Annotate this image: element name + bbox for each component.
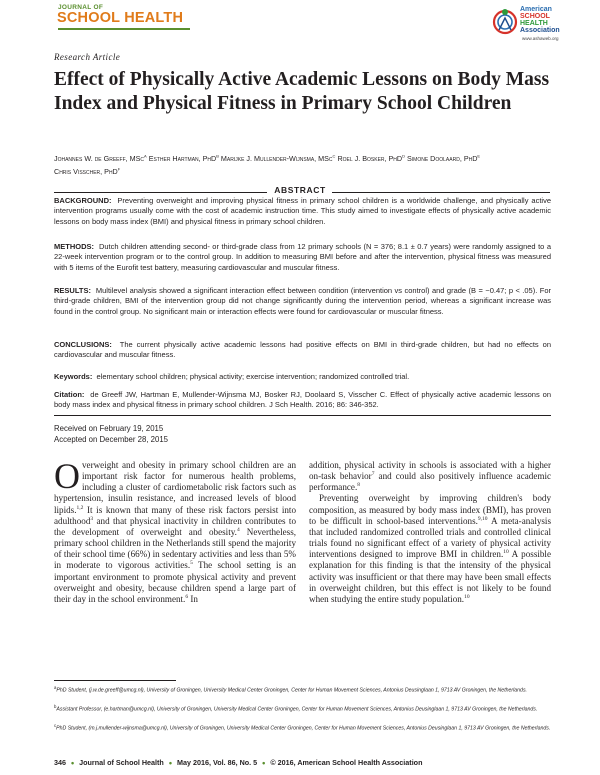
association-line4: Association bbox=[520, 27, 560, 34]
results-label: RESULTS: bbox=[54, 286, 91, 295]
citation-text: de Greeff JW, Hartman E, Mullender-Wijnsma MJ, Bosker RJ, Doolaard S, Visscher C. Effect of physically active academic lessons on body mass index and physical fitness in primary school children. J Sch Health. 2016; 86: 346-352. bbox=[54, 390, 551, 410]
author: Roel J. Bosker, PhD$^d$ bbox=[337, 154, 405, 164]
keywords-text: elementary school children; physical activity; exercise intervention; randomized controlled trial. bbox=[96, 372, 410, 381]
association-line3: HEALTH bbox=[520, 20, 548, 27]
author-list bbox=[54, 152, 554, 178]
background-text: Preventing overweight and improving physical fitness in primary school children is a worldwide challenge, and physically active intervention programs usually come with the cost of academic instruction time. This study aimed to investigate effects of physically active academic lessons on body mass index (BMI) and physical fitness in primary school children. bbox=[54, 196, 552, 226]
journal-logo-top: JOURNAL OF bbox=[58, 4, 104, 11]
accepted-date: Accepted on December 28, 2015 bbox=[54, 435, 168, 444]
background-label: BACKGROUND: bbox=[54, 196, 112, 205]
journal-logo-underline bbox=[58, 28, 190, 30]
footer-copyright: © 2016, American School Health Association bbox=[270, 758, 423, 767]
journal-logo: SCHOOL HEALTH bbox=[57, 10, 184, 26]
abstract-heading: ABSTRACT bbox=[274, 185, 326, 195]
author: Simone Doolaard, PhD$^e$ bbox=[407, 154, 481, 164]
body-column-right bbox=[309, 460, 551, 605]
article-title: Effect of Physically Active Academic Lessons on Body Mass Index and Physical Fitness in Primary School Children bbox=[54, 69, 550, 114]
footnote-rule bbox=[54, 680, 176, 681]
paragraph: Preventing overweight by improving children's body composition, as measured by body mass index (BMI), has proven to be difficult in school-based interventions.$^{9,10}$ A meta-analysis that included randomized controlled trials and controlled clinical trials found no significant effect of a variety of physical activity interventions designed to improve BMI in children.$^{10}$ A possible explanation for this finding is that the intensity of the physical activity was insufficient or that there may have been small effects in overweight children, but this effect is not likely to be found when studying the entire study population.$^{10}$ bbox=[309, 493, 551, 604]
keywords bbox=[54, 372, 551, 382]
abstract-rule-right bbox=[332, 192, 550, 193]
separator: • bbox=[262, 758, 266, 768]
footer-journal: Journal of School Health bbox=[79, 758, 164, 767]
keywords-label: Keywords: bbox=[54, 372, 93, 381]
association-logo-icon bbox=[490, 6, 520, 36]
abstract-methods bbox=[54, 242, 551, 273]
page-footer bbox=[54, 758, 422, 768]
results-text: Multilevel analysis showed a significant interaction effect between condition (intervention vs control) and grade (B = −0.47; p < .05). For third-grade children, BMI of the intervention group did not change significantly during the intervention period, whereas a significant increase was found in the control group. No significant main or interaction effects were found for cardiovascular or muscular fitness. bbox=[54, 286, 551, 316]
association-url: www.ashaweb.org bbox=[522, 36, 559, 41]
footnote: $^b$Assistant Professor, (e.hartman@umcg.nl), University of Groningen, University Medical Center Groningen, Center for Human Movement Sciences, Antonius Deusinglaan 1, 9713 AV Groningen, the Netherlands. bbox=[54, 704, 538, 713]
separator: • bbox=[168, 758, 172, 768]
association-logo-text bbox=[520, 6, 560, 34]
conclusions-text: The current physically active academic lessons had positive effects on BMI in third-grade children, but had no effects on cardiovascular and muscular fitness. bbox=[54, 340, 551, 360]
methods-text: Dutch children attending second- or third-grade class from 12 primary schools (N = 376; 8.1 ± 0.7 years) were randomly assigned to a 22-week intervention program or to the control group. In addition to measuring BMI before and after the intervention, physical fitness was measured with 5 items of the Eurofit test battery, measuring cardiovascular and muscular fitness. bbox=[54, 242, 551, 272]
abstract-rule-left bbox=[54, 192, 267, 193]
received-date: Received on February 19, 2015 bbox=[54, 424, 164, 433]
paragraph: addition, physical activity in schools is associated with a higher on-task behavior$^7$ and could also positively influence academic performance.$^8$ bbox=[309, 460, 552, 493]
author: Johannes W. de Greeff, MSc$^a$ bbox=[54, 154, 147, 164]
article-type: Research Article bbox=[54, 52, 121, 62]
association-line1: American bbox=[520, 6, 552, 13]
footer-issue: May 2016, Vol. 86, No. 5 bbox=[176, 758, 258, 767]
drop-cap: O bbox=[54, 456, 80, 496]
abstract-bottom-rule bbox=[54, 415, 551, 416]
author: Esther Hartman, PhD$^b$ bbox=[148, 154, 219, 164]
author: Marijke J. Mullender-Wijnsma, MSc$^c$ bbox=[220, 154, 336, 164]
methods-label: METHODS: bbox=[54, 242, 94, 251]
citation-label: Citation: bbox=[54, 390, 85, 399]
footnote: $^a$PhD Student, (j.w.de.greeff@umcg.nl), University of Groningen, University Medical Center Groningen, Center for Human Movement Sciences, Antonius Deusinglaan 1, 9713 AV Groningen, the Netherlands. bbox=[54, 685, 527, 694]
body-column-left: Overweight and obesity in primary school children are an important risk factor for numerous health problems, including a cluster of cardiometabolic risk factors such as hypertension, insulin resistance, and increased levels of blood lipids.$^{1,2}$ It is known that many of these risk factors persist into adulthood$^3$ and that physical inactivity in children contributes to the development of overweight and obesity.$^4$ Nevertheless, primary school children in the Netherlands still spend the majority of their school time (66%) in sedentary activities and less than 5% in moderate to vigorous activities.$^5$ The school setting is an important environment to promote physical activity and prevent overweight and obesity, because children spend a large part of their day in the school environment.$^6$ In bbox=[54, 456, 297, 604]
separator: • bbox=[71, 758, 75, 768]
conclusions-label: CONCLUSIONS: bbox=[54, 340, 112, 349]
abstract-conclusions bbox=[54, 340, 551, 361]
association-line2: SCHOOL bbox=[520, 13, 550, 20]
abstract-results bbox=[54, 286, 551, 317]
author: Chris Visscher, PhD$^f$ bbox=[54, 166, 121, 177]
page-number: 346 bbox=[54, 758, 66, 767]
abstract-background bbox=[54, 196, 551, 227]
footnote: $^c$PhD Student, (m.j.mullender-wijnsma@umcg.nl), University of Groningen, University Medical Center Groningen, Center for Human Movement Sciences, Antonius Deusinglaan 1, 9713 AV Groningen, the Netherlands. bbox=[54, 723, 551, 732]
citation bbox=[54, 390, 551, 411]
